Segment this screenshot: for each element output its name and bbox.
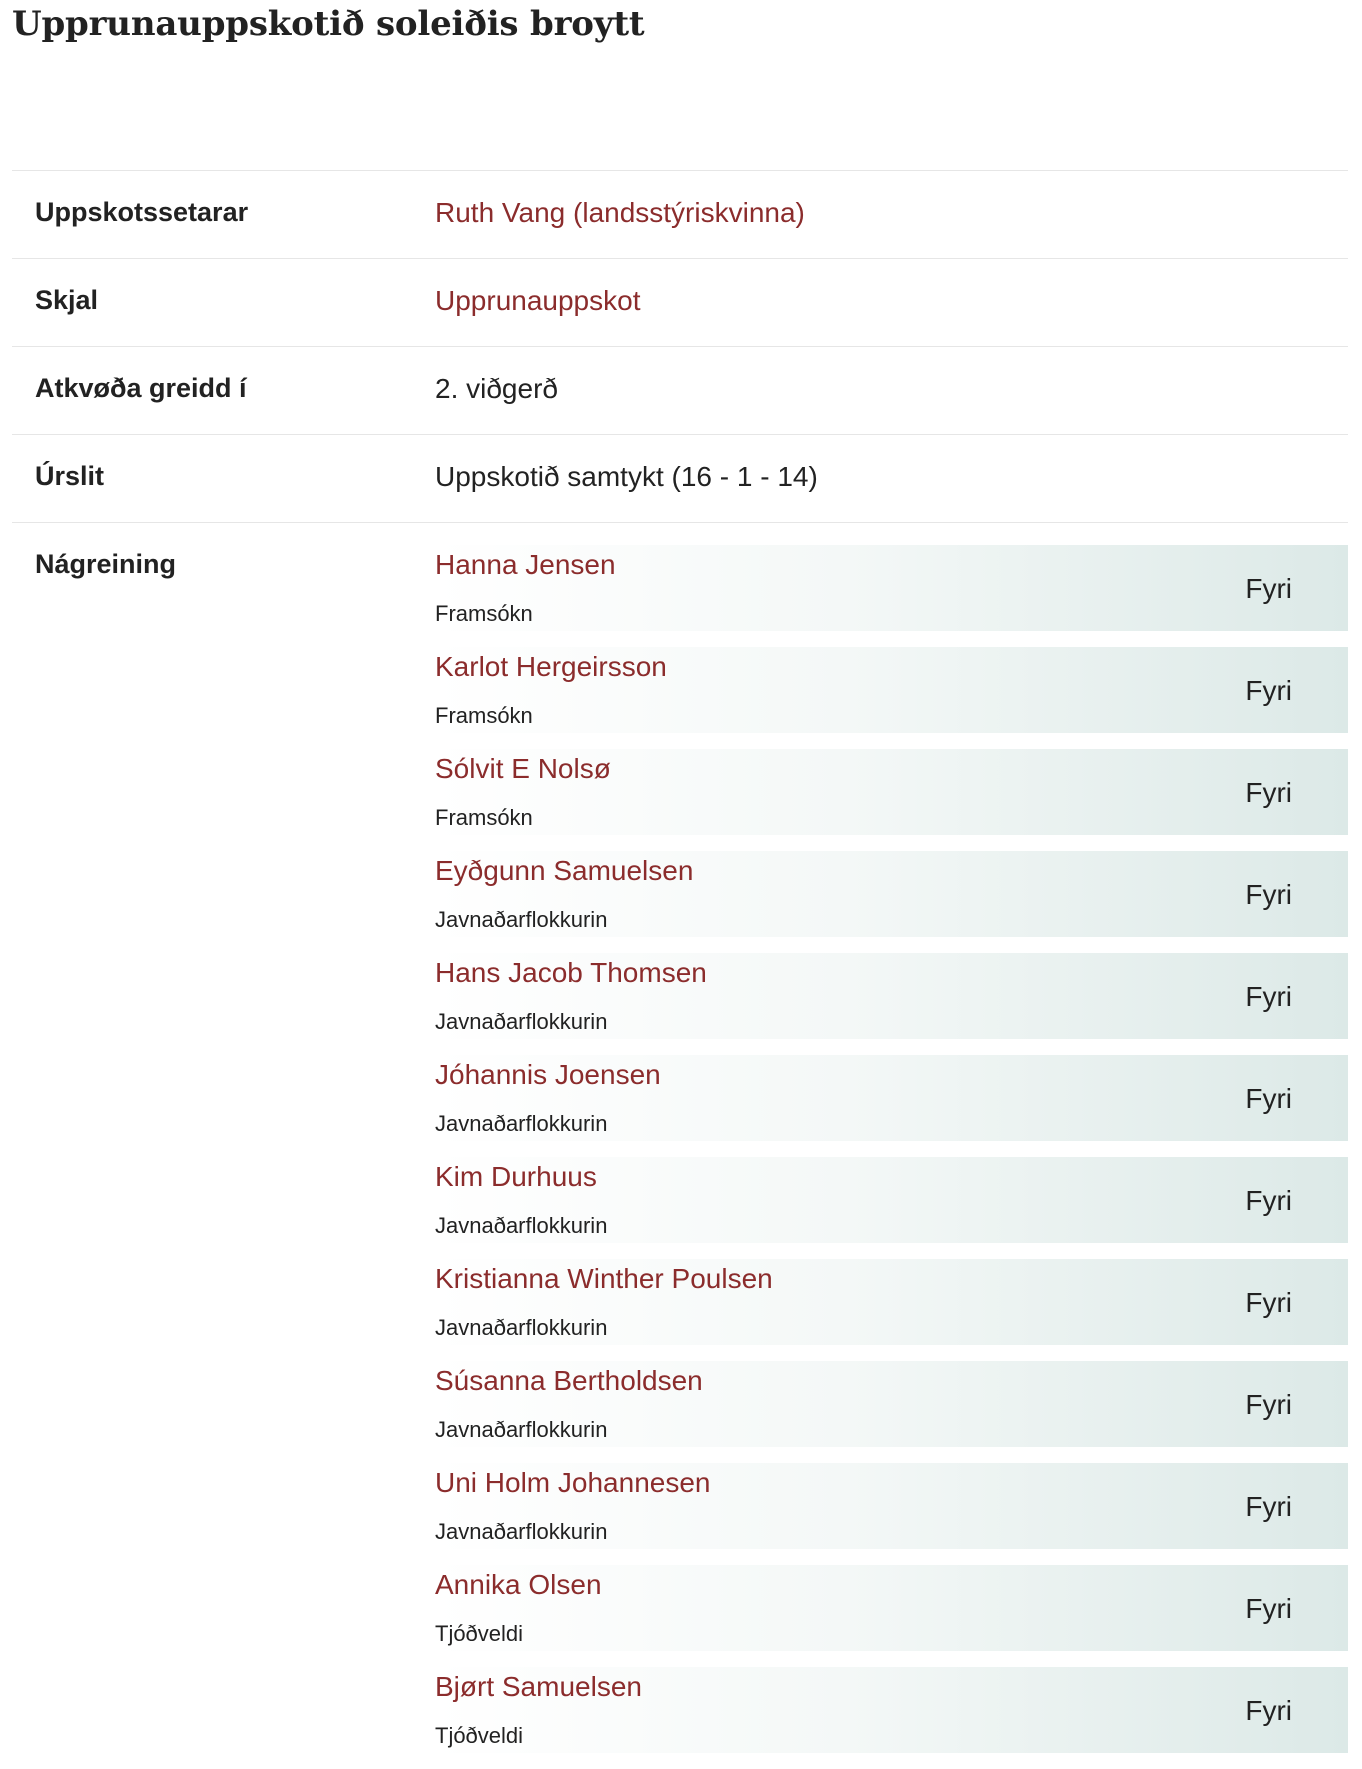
member-name-link[interactable]: Jóhannis Joensen	[435, 1059, 661, 1090]
document-link[interactable]: Upprunauppskot	[435, 285, 641, 316]
member-party: Javnaðarflokkurin	[435, 1315, 608, 1340]
member-name-link[interactable]: Hans Jacob Thomsen	[435, 957, 707, 988]
member-name-link[interactable]: Annika Olsen	[435, 1569, 602, 1600]
vote-row	[435, 647, 1348, 733]
member-party: Javnaðarflokkurin	[435, 1213, 608, 1238]
vote-choice: Fyri	[1245, 981, 1292, 1012]
member-party: Javnaðarflokkurin	[435, 1519, 608, 1544]
member-name-link[interactable]: Súsanna Bertholdsen	[435, 1365, 703, 1396]
reading-value: 2. viðgerð	[435, 373, 558, 404]
vote-row	[435, 545, 1348, 631]
votes-list	[435, 523, 1348, 1753]
document-label: Skjal	[35, 285, 99, 315]
detail-row-document	[12, 258, 1348, 346]
vote-row	[435, 953, 1348, 1039]
member-party: Tjóðveldi	[435, 1621, 524, 1646]
vote-choice: Fyri	[1245, 1593, 1292, 1624]
vote-row	[435, 1259, 1348, 1345]
vote-row	[435, 1463, 1348, 1549]
vote-choice: Fyri	[1245, 573, 1292, 604]
result-label: Úrslit	[35, 461, 105, 491]
vote-row	[435, 851, 1348, 937]
reading-label: Atkvøða greidd í	[35, 373, 247, 403]
member-party: Javnaðarflokkurin	[435, 1417, 608, 1442]
member-party: Framsókn	[435, 805, 533, 830]
proposers-link[interactable]: Ruth Vang (landsstýriskvinna)	[435, 197, 805, 228]
member-name-link[interactable]: Kim Durhuus	[435, 1161, 597, 1192]
detail-row-result	[12, 434, 1348, 522]
member-name-link[interactable]: Bjørt Samuelsen	[435, 1671, 642, 1702]
result-value: Uppskotið samtykt (16 - 1 - 14)	[435, 461, 818, 492]
vote-choice: Fyri	[1245, 675, 1292, 706]
vote-choice: Fyri	[1245, 1185, 1292, 1216]
vote-choice: Fyri	[1245, 777, 1292, 808]
page-title: Upprunauppskotið soleiðis broytt	[12, 4, 645, 44]
vote-choice: Fyri	[1245, 879, 1292, 910]
member-name-link[interactable]: Hanna Jensen	[435, 549, 616, 580]
vote-row	[435, 1055, 1348, 1141]
member-name-link[interactable]: Karlot Hergeirsson	[435, 651, 667, 682]
vote-choice: Fyri	[1245, 1287, 1292, 1318]
member-name-link[interactable]: Sólvit E Nolsø	[435, 753, 611, 784]
breakdown-label: Nágreining	[35, 549, 177, 579]
vote-row	[435, 1157, 1348, 1243]
vote-row	[435, 749, 1348, 835]
detail-row-reading	[12, 346, 1348, 434]
member-name-link[interactable]: Uni Holm Johannesen	[435, 1467, 711, 1498]
vote-choice: Fyri	[1245, 1491, 1292, 1522]
vote-choice: Fyri	[1245, 1389, 1292, 1420]
vote-row	[435, 1667, 1348, 1753]
vote-row	[435, 1565, 1348, 1651]
proposers-label: Uppskotssetarar	[35, 197, 249, 227]
member-party: Framsókn	[435, 601, 533, 626]
detail-row-breakdown	[12, 522, 1348, 1753]
vote-details	[12, 170, 1348, 1769]
member-party: Tjóðveldi	[435, 1723, 524, 1748]
member-party: Javnaðarflokkurin	[435, 907, 608, 932]
member-party: Javnaðarflokkurin	[435, 1009, 608, 1034]
member-party: Framsókn	[435, 703, 533, 728]
vote-choice: Fyri	[1245, 1695, 1292, 1726]
member-name-link[interactable]: Eyðgunn Samuelsen	[435, 855, 694, 886]
detail-row-proposers	[12, 170, 1348, 258]
vote-row	[435, 1361, 1348, 1447]
member-name-link[interactable]: Kristianna Winther Poulsen	[435, 1263, 773, 1294]
member-party: Javnaðarflokkurin	[435, 1111, 608, 1136]
vote-choice: Fyri	[1245, 1083, 1292, 1114]
